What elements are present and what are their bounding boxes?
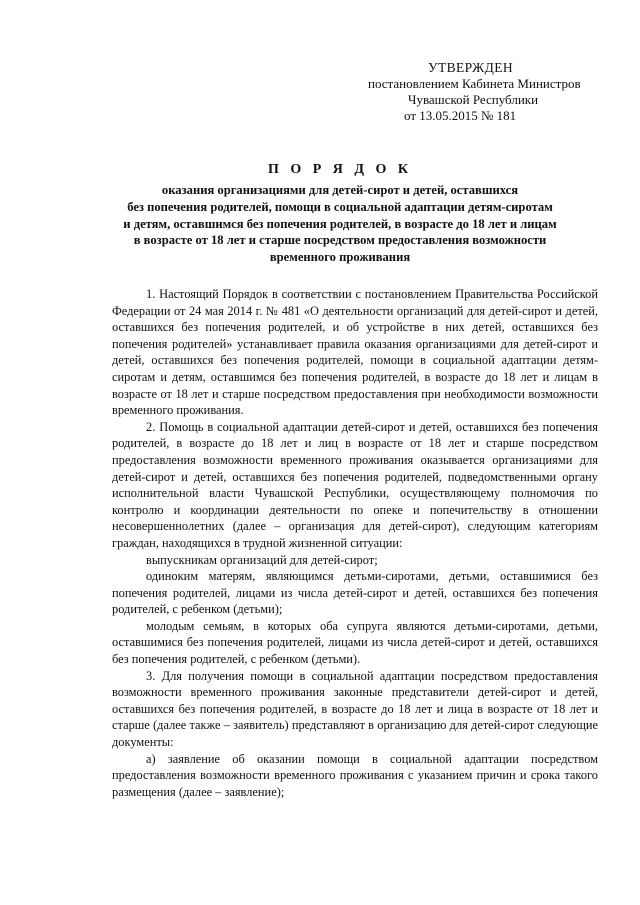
paragraph-2: 2. Помощь в социальной адаптации детей-сирот и детей, оставшихся без попечения родителей, в возрасте до 18 лет и лиц в возрасте от 18 лет и старше посредством предоставления возможности временного проживания оказывается организациями для детей-сирот и детей, оставшихся без попечения родителей, подведомственными органу исполнительной власти Чувашской Республики, осуществляющему полномочия по контролю и координации деятельности по опеке и попечительству в отношении несовершеннолетних (далее – организация для детей-сирот), следующим категориям граждан, находящихся в трудной жизненной ситуации: [112,419,598,550]
document-body [112,286,598,800]
approval-line-1: постановлением Кабинета Министров [368,76,581,91]
document-title-line: и детям, оставшимся без попечения родителей, в возрасте до 18 лет и лицам [123,216,557,231]
document-title-line: оказания организациями для детей-сирот и детей, оставшихся [161,183,519,197]
paragraph-3: 3. Для получения помощи в социальной адаптации посредством предоставления возможности временного проживания законные представители детей-сирот и детей, оставшихся без попечения родителей, в возрасте до 18 лет и лица в возрасте от 18 лет и старше (далее также – заявитель) представляют в организацию для детей-сирот следующие документы: [112,668,598,750]
approval-stamp [368,60,618,124]
approval-date: от 13.05.2015 № 181 [404,108,517,123]
list-item-graduates: выпускникам организаций для детей-сирот; [146,552,378,567]
document-title-line: в возрасте от 18 лет и старше посредством предоставления возможности [133,233,547,248]
document-title-main: П О Р Я Д О К [267,162,413,177]
paragraph-1: 1. Настоящий Порядок в соответствии с постановлением Правительства Российской Федерации от 24 мая 2014 г. № 481 «О деятельности организаций для детей-сирот и детей, оставшихся без попечения родителей, и об устройстве в них детей, оставшихся без попечения родителей» устанавливает правила оказания организациями для детей-сирот и детей, оставшихся без попечения родителей, помощи в социальной адаптации детям-сиротам и детям, оставшимся без попечения родителей, в возрасте до 18 лет и лицам в возрасте от 18 лет и старше посредством предоставления при необходимости возможности временного проживания. [112,287,598,418]
approval-line-2: Чувашской Республики [408,92,539,107]
approval-title: УТВЕРЖДЕН [428,60,513,75]
document-title [90,160,590,266]
list-item-young-families: молодым семьям, в которых оба супруга являются детьми-сиротами, детьми, оставшимися без попечения родителей, лицами из числа детей-сирот и детей, оставшихся без попечения родителей, с ребенком (детьми). [112,618,598,667]
document-title-line: без попечения родителей, помощи в социальной адаптации детям-сиротам [127,199,553,214]
list-item-single-mothers: одиноким матерям, являющимся детьми-сиротами, детьми, оставшимися без попечения родителей, лицами из числа детей-сирот и детей, оставшихся без попечения родителей, с ребенком (детьми); [112,569,598,617]
document-title-line: временного проживания [269,250,411,265]
subparagraph-a: а) заявление об оказании помощи в социальной адаптации посредством предоставления возможности временного проживания с указанием причин и срока такого размещения (далее – заявление); [112,751,598,799]
